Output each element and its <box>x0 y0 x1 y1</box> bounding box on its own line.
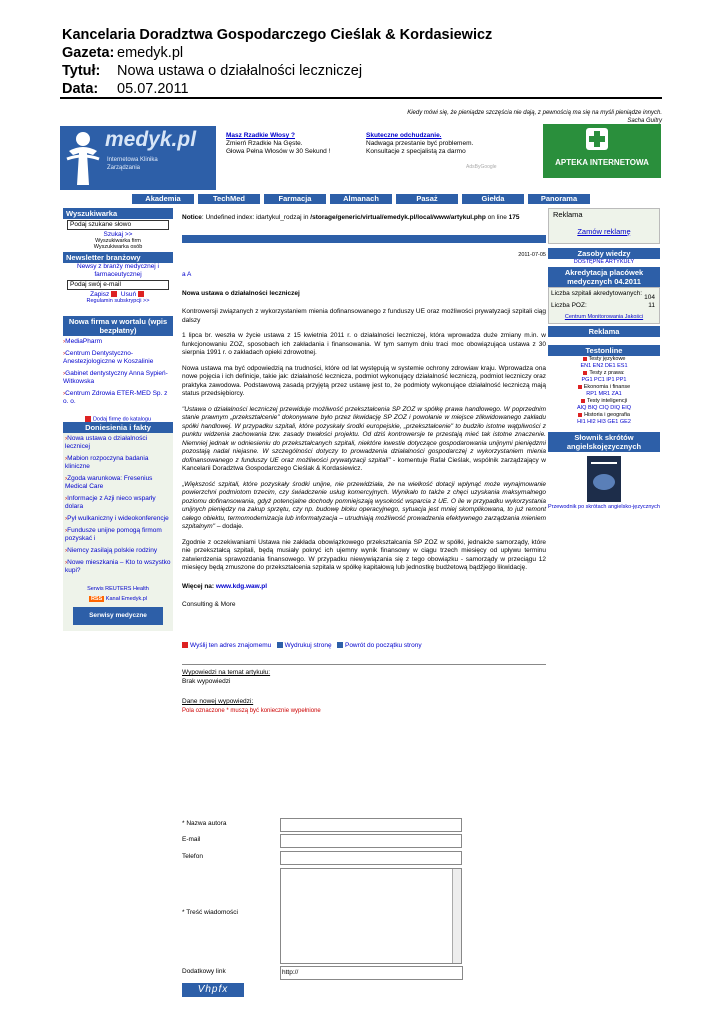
document-title: Kancelaria Doradztwa Gospodarczego Cieślak & Kordasiewicz <box>62 27 493 43</box>
captcha-image: Vhpfx <box>182 983 244 997</box>
right-sidebar <box>548 208 660 511</box>
fact-link[interactable]: Zgoda warunkowa: Fresenius Medical Care <box>65 475 153 491</box>
test-eco-label: Ekonomia i finanse <box>583 384 631 390</box>
test-law-links[interactable]: PG1 PC1 IP1 PP1 <box>581 377 627 383</box>
bullet-icon <box>583 371 587 375</box>
firm-link[interactable]: Gabinet dentystyczny Anna Sypień-Witkowska <box>63 370 168 385</box>
document-header <box>62 26 662 98</box>
facts-heading: Doniesienia i fakty <box>63 422 173 433</box>
site-logo[interactable]: medyk.pl Internetowa Klinika Zarządzania <box>60 126 216 190</box>
article-paragraph: Zgodnie z oczekiwaniami Ustawa nie zakłada obowiązkowego przekształcania SP ZOZ w spółki, jednakże samorządy, które nie przekształcą szpitali, będą musiały pokryć ich ujemny wynik finansowy w ciągu trzech miesięcy od upływu terminu zatwierdzenia sprawozdania finansowego. W przypadku niewywiązania się z tego obowiązku - samorządy w przeciągu 12 miesięcy będą zmuszone do przekształcenia szpitala w spółkę kapitałową lub jednostkę budżetową bądźjego likwidację. <box>182 538 546 571</box>
order-ad-link[interactable]: Zamów reklamę <box>577 227 631 236</box>
reklama2-heading: Reklama <box>548 326 660 337</box>
google-ad-1[interactable]: Masz Rzadkie Włosy ? Zmierń Rzadkie Na Gęste. Głowa Pełna Włosów w 30 Sekund ! <box>226 132 331 155</box>
rss-link[interactable]: Kanał Emedyk.pl <box>105 596 148 603</box>
bullet-icon <box>581 399 585 403</box>
zasoby-link[interactable]: DOSTĘPNE ARTYKUŁY <box>573 259 635 265</box>
newsletter-email-input[interactable]: Podaj swój e-mail <box>67 280 169 290</box>
doctor-figure-icon <box>63 129 103 187</box>
more-info-link[interactable]: www.kdg.waw.pl <box>215 582 268 590</box>
nav-techmed[interactable]: TechMed <box>198 194 260 204</box>
fact-link[interactable]: Fundusze unijne pomogą firmom pozyskać i <box>65 527 162 543</box>
test-hist-label: Historia i geografia <box>584 412 630 418</box>
add-icon <box>85 416 91 422</box>
akred-hospitals-row: Liczba szpitali akredytowanych: 104 <box>551 290 655 301</box>
bullet-icon <box>583 357 587 361</box>
daily-quote: Kiedy mówi się, że pieniądze szczęścia nie dają, z pewnością ma się na myśli pieniądze innych. Sacha Guitry <box>407 110 662 124</box>
top-banner <box>60 124 662 194</box>
new-response-heading: Dane nowej wypowiedzi: <box>182 698 254 705</box>
article <box>182 208 546 715</box>
subscribe-button[interactable]: Zapisz <box>90 291 110 298</box>
send-link[interactable]: Wyślij ten adres znajomemu <box>190 641 272 649</box>
header-row-tytul: Tytuł: Nowa ustawa o działalności leczniczej <box>62 63 363 79</box>
required-note: Pola oznaczone * muszą być koniecznie wypełnione <box>182 707 321 714</box>
fact-link[interactable]: Nowa ustawa o działalności lecznicej <box>65 435 148 451</box>
reuters-link[interactable]: Serwis REUTERS Health <box>87 586 149 593</box>
bullet-icon <box>578 385 582 389</box>
cmj-link[interactable]: Centrum Monitorowania Jakości <box>564 314 644 320</box>
zasoby-heading: Zasoby wiedzy <box>548 248 660 259</box>
header-row-gazeta: Gazeta: emedyk.pl <box>62 45 184 61</box>
font-size-toggle[interactable]: a A <box>182 271 192 278</box>
author-label: * Nazwa autora <box>182 820 227 827</box>
unsubscribe-button[interactable]: Usuń <box>120 291 137 298</box>
firm-link[interactable]: Centrum Zdrowia ETER-MED Sp. z o. o. <box>63 390 168 405</box>
up-arrow-icon <box>337 642 343 648</box>
article-paragraph: Nowa ustawa ma być odpowiedzią na trudności, które od lat występują w systemie ochrony zdrowiaw kraju. Wprowadza ona nowe pojęcia i ich definicje, takie jak: działalność lecznicza, podmiot wykonujący działalność leczniczą, podmiot leczniczy oraz praktyka zawodowa. Podstawową zasadą przyjętą przez ustawę jest to, że podmioty wykonujące działalność leczniczą mają status przedsiębiorcy. <box>182 364 546 397</box>
link-input[interactable]: http:// <box>280 966 463 980</box>
book-caption[interactable]: Przewodnik po skrótach angielsko-języcznych <box>548 504 660 510</box>
reklama-box <box>548 208 660 244</box>
textarea-scrollbar[interactable] <box>452 869 461 963</box>
email-input[interactable] <box>280 834 462 848</box>
print-icon <box>277 642 283 648</box>
fact-link[interactable]: Nowe mieszkania – Kto to wszystko kupi? <box>65 559 171 575</box>
test-int-label: Testy inteligencji <box>586 398 628 404</box>
akred-poz-row: Liczba POZ: 11 <box>551 302 655 309</box>
bullet-icon <box>578 413 582 417</box>
article-signature: Consulting & More <box>182 601 236 608</box>
newsletter-heading: Newsletter branżowy <box>63 252 173 263</box>
article-paragraph: 1 lipca br. weszła w życie ustawa z 15 kwietnia 2011 r. o działalności leczniczej, która wprowadza duże zmiany m.in. w funkcjonowaniu ZOZ, sposobach ich zakładania i finansowania. W tym samym dniu traci moc obowiązująca ustawa z 30 sierpnia 1991 r. o zakładach opieki zdrowotnej. <box>182 332 546 356</box>
plus-icon <box>111 291 117 297</box>
fact-link[interactable]: Niemcy zasilają polskie rodziny <box>67 547 158 555</box>
medical-services-button[interactable]: Serwisy medyczne <box>73 607 163 625</box>
search-firms-link[interactable]: Wyszukiwarka firm <box>95 238 141 244</box>
article-date: 2011-07-05 <box>518 251 546 258</box>
test-law-label: Testy z prawa: <box>589 370 625 376</box>
link-label: Dodatkowy link <box>182 968 226 975</box>
rss-icon: RSS <box>90 596 103 603</box>
fact-link[interactable]: Informacje z Azji nieco wsparły dolara <box>65 495 156 511</box>
php-notice: Notice: Undefined index: idartykul_rodzaj in /storage/generic/virtual/emedyk.pl/local/www/artykul.php on line 175 <box>182 214 520 221</box>
mail-icon <box>182 642 188 648</box>
google-ad-2[interactable]: Skuteczne odchudzanie. Nadwaga przestanie być problemem. Konsultacje z specjalistą za darmo <box>366 132 474 155</box>
phone-label: Telefon <box>182 853 203 860</box>
nav-almanach[interactable]: Almanach <box>330 194 392 204</box>
responses-heading: Wypowiedzi na temat artykułu: <box>182 669 271 676</box>
ads-by-google[interactable]: AdsByGoogle <box>466 164 497 170</box>
nav-akademia[interactable]: Akademia <box>132 194 194 204</box>
article-lead: Kontrowersji związanych z wykorzystaniem mienia dofinansowanego z funduszy UE oraz możliwości prywatyzacji szpitali ciąg dalszy <box>182 308 546 324</box>
header-rule <box>60 97 662 99</box>
test-hist-links[interactable]: HI1 HI2 HI3 GE1 GE2 <box>577 419 631 425</box>
fact-link[interactable]: Mabion rozpoczyna badania kliniczne <box>65 455 149 471</box>
nav-gielda[interactable]: Giełda <box>462 194 524 204</box>
akredytacja-heading: Akredytacja placówek medycznych 04.2011 <box>548 267 660 287</box>
nav-panorama[interactable]: Panorama <box>528 194 590 204</box>
slownik-heading: Słownik skrótów angielskojęzycznych <box>548 432 660 452</box>
minus-icon <box>138 291 144 297</box>
test-lang-label: Testy językowe <box>588 356 626 362</box>
testonline-heading: Testonline <box>548 345 660 356</box>
responses-none: Brak wypowiedzi <box>182 677 231 685</box>
test-lang-links[interactable]: EN1 EN2 DE1 ES1 <box>580 363 628 369</box>
test-eco-links[interactable]: RP1 MR1 ZA1 <box>586 391 622 397</box>
apteka-banner[interactable]: APTEKA INTERNETOWA <box>543 124 661 178</box>
search-heading: Wyszukiwarka <box>63 208 173 219</box>
search-input[interactable]: Podaj szukane słowo <box>67 220 169 230</box>
add-firm-link[interactable]: Dodaj firmę do katalogu <box>92 416 152 423</box>
back-to-top-link[interactable]: Powrót do początku strony <box>344 641 422 649</box>
new-firm-heading: Nowa firma w wortalu (wpis bezpłatny) <box>63 316 173 336</box>
book-cover-image[interactable] <box>587 456 621 502</box>
nav-farmacja[interactable]: Farmacja <box>264 194 326 204</box>
left-sidebar: Wyszukiwarka Podaj szukane słowo Szukaj >> Wyszukiwarka firm Wyszukiwarka osób Newsletter branżowy Newsy z branży medycznej i farmaceutycznej Podaj swój e-mail Zapisz Usuń Regulamin subskrypcji >> Nowa firma w wortalu (wpis bezpłatny) ›MediaPharm ›Centrum Dentystyczno-Anestezjologiczne w Koszalinie ›Gabinet dentystyczny Anna Sypień-Witkowska ›Centrum Zdrowia ETER-MED Sp. z o. o. Dodaj firmę do katalogu Doniesienia i fakty ›Nowa ustawa o działalności lecznicej ›Mabion rozpoczyna badania kliniczne ›Zgoda warunkowa: Fresenius Medical Care ›Informacje z Azji nieco wsparły dolara ›Pył wulkaniczny i wideokonferencje ›Fundusze unijne pomogą firmom pozyskać i ›Niemcy zasilają polskie rodziny ›Nowe mieszkania – Kto to wszystko kupi? Serwis REUTERS Health RSS Kanał Emedyk.pl Serwisy medyczne <box>63 208 173 631</box>
article-bar <box>182 235 546 243</box>
nav-pasaz[interactable]: Pasaż <box>396 194 458 204</box>
email-label: E-mail <box>182 836 201 843</box>
firm-link[interactable]: MediaPharm <box>65 338 103 345</box>
article-title: Nowa ustawa o działalności leczniczej <box>182 289 300 297</box>
test-int-links[interactable]: AIQ BIQ CIQ DIQ EIQ <box>576 405 632 411</box>
main-nav <box>132 194 662 204</box>
print-link[interactable]: Wydrukuj stronę <box>284 641 332 649</box>
article-quote-2: „Większość szpitali, które pozyskały środki unijne, nie przewidziała, że na wielkość dotacji wpłynąć może wynajmowanie powierzchni podmiotom trzecim, czy świadczenie usług komercyjnych. Wynikało to także z chęci uzyskania maksymalnego poziomu dofinansowania, gdyż potencjalne dochody pomniejszają wysokość wsparcia z UE. O ile w przypadku wykorzystania unijnych pieniędzy na zakup sprzętu, czy np. budowę bloku operacyjnego, sytuacja jest mniej skomplikowana, to już remont całego obiektu, termomodernizacja lub informatyzacja – utrudniają możliwość prowadzenia efektywnego zarządzania mieniem szpitalnym" – dodaje. <box>182 480 546 530</box>
pharmacy-cross-icon <box>586 128 608 150</box>
newsletter-text: Newsy z branży medycznej i farmaceutycznej <box>77 263 159 278</box>
message-textarea[interactable] <box>280 868 462 964</box>
author-input[interactable] <box>280 818 462 832</box>
firm-link[interactable]: Centrum Dentystyczno-Anestezjologiczne w Koszalinie <box>63 350 154 365</box>
newsletter-rules-link[interactable]: Regulamin subskrypcji >> <box>86 298 150 304</box>
fact-link[interactable]: Pył wulkaniczny i wideokonferencje <box>67 515 169 523</box>
reklama-heading: Reklama <box>553 210 583 219</box>
article-actions <box>182 642 546 651</box>
article-quote-1: "Ustawa o działalności leczniczej przewiduje możliwość przekształcenia SP ZOZ w spółkę prawa handlowego. W poprzednim stanie prawnym „przekształcenie" dokonywane było przez likwidację SP ZOZ i powołanie w miejsce zlikwidowanego zakładu spółki handlowej. W przypadku szpitali, które pozyskały środki europejskie, „przekształcenie" to budziło istotne wątpliwości z punktu widzenia zachowania tzw. zasady trwałości projektu. Od dziś kontrowersje te przestają mieć tak istotne znaczenie. Niemniej jednak w odniesieniu do przekształcanych szpitali, niektóre kwestie dotyczące gospodarowania unijnymi pieniędzmi pozostają nadal niejasne. W szczególności dotyczy to prowadzenia działalności gospodarczej z wykorzystaniem mienia dofinansowanego z funduszy UE oraz możliwości prywatyzacji szpitali" - komentuje Rafał Cieślak, wspólnik zarządzający w Kancelarii Doradztwa Gospodarczego Cieślak & Kordasiewicz. <box>182 405 546 472</box>
more-info: Więcej na: www.kdg.waw.pl <box>182 582 268 590</box>
message-label: * Treść wiadomości <box>182 909 238 916</box>
search-button[interactable]: Szukaj >> <box>103 231 133 238</box>
search-people-link[interactable]: Wyszukiwarka osób <box>93 244 143 250</box>
phone-input[interactable] <box>280 851 462 865</box>
header-row-data: Data: 05.07.2011 <box>62 81 189 97</box>
